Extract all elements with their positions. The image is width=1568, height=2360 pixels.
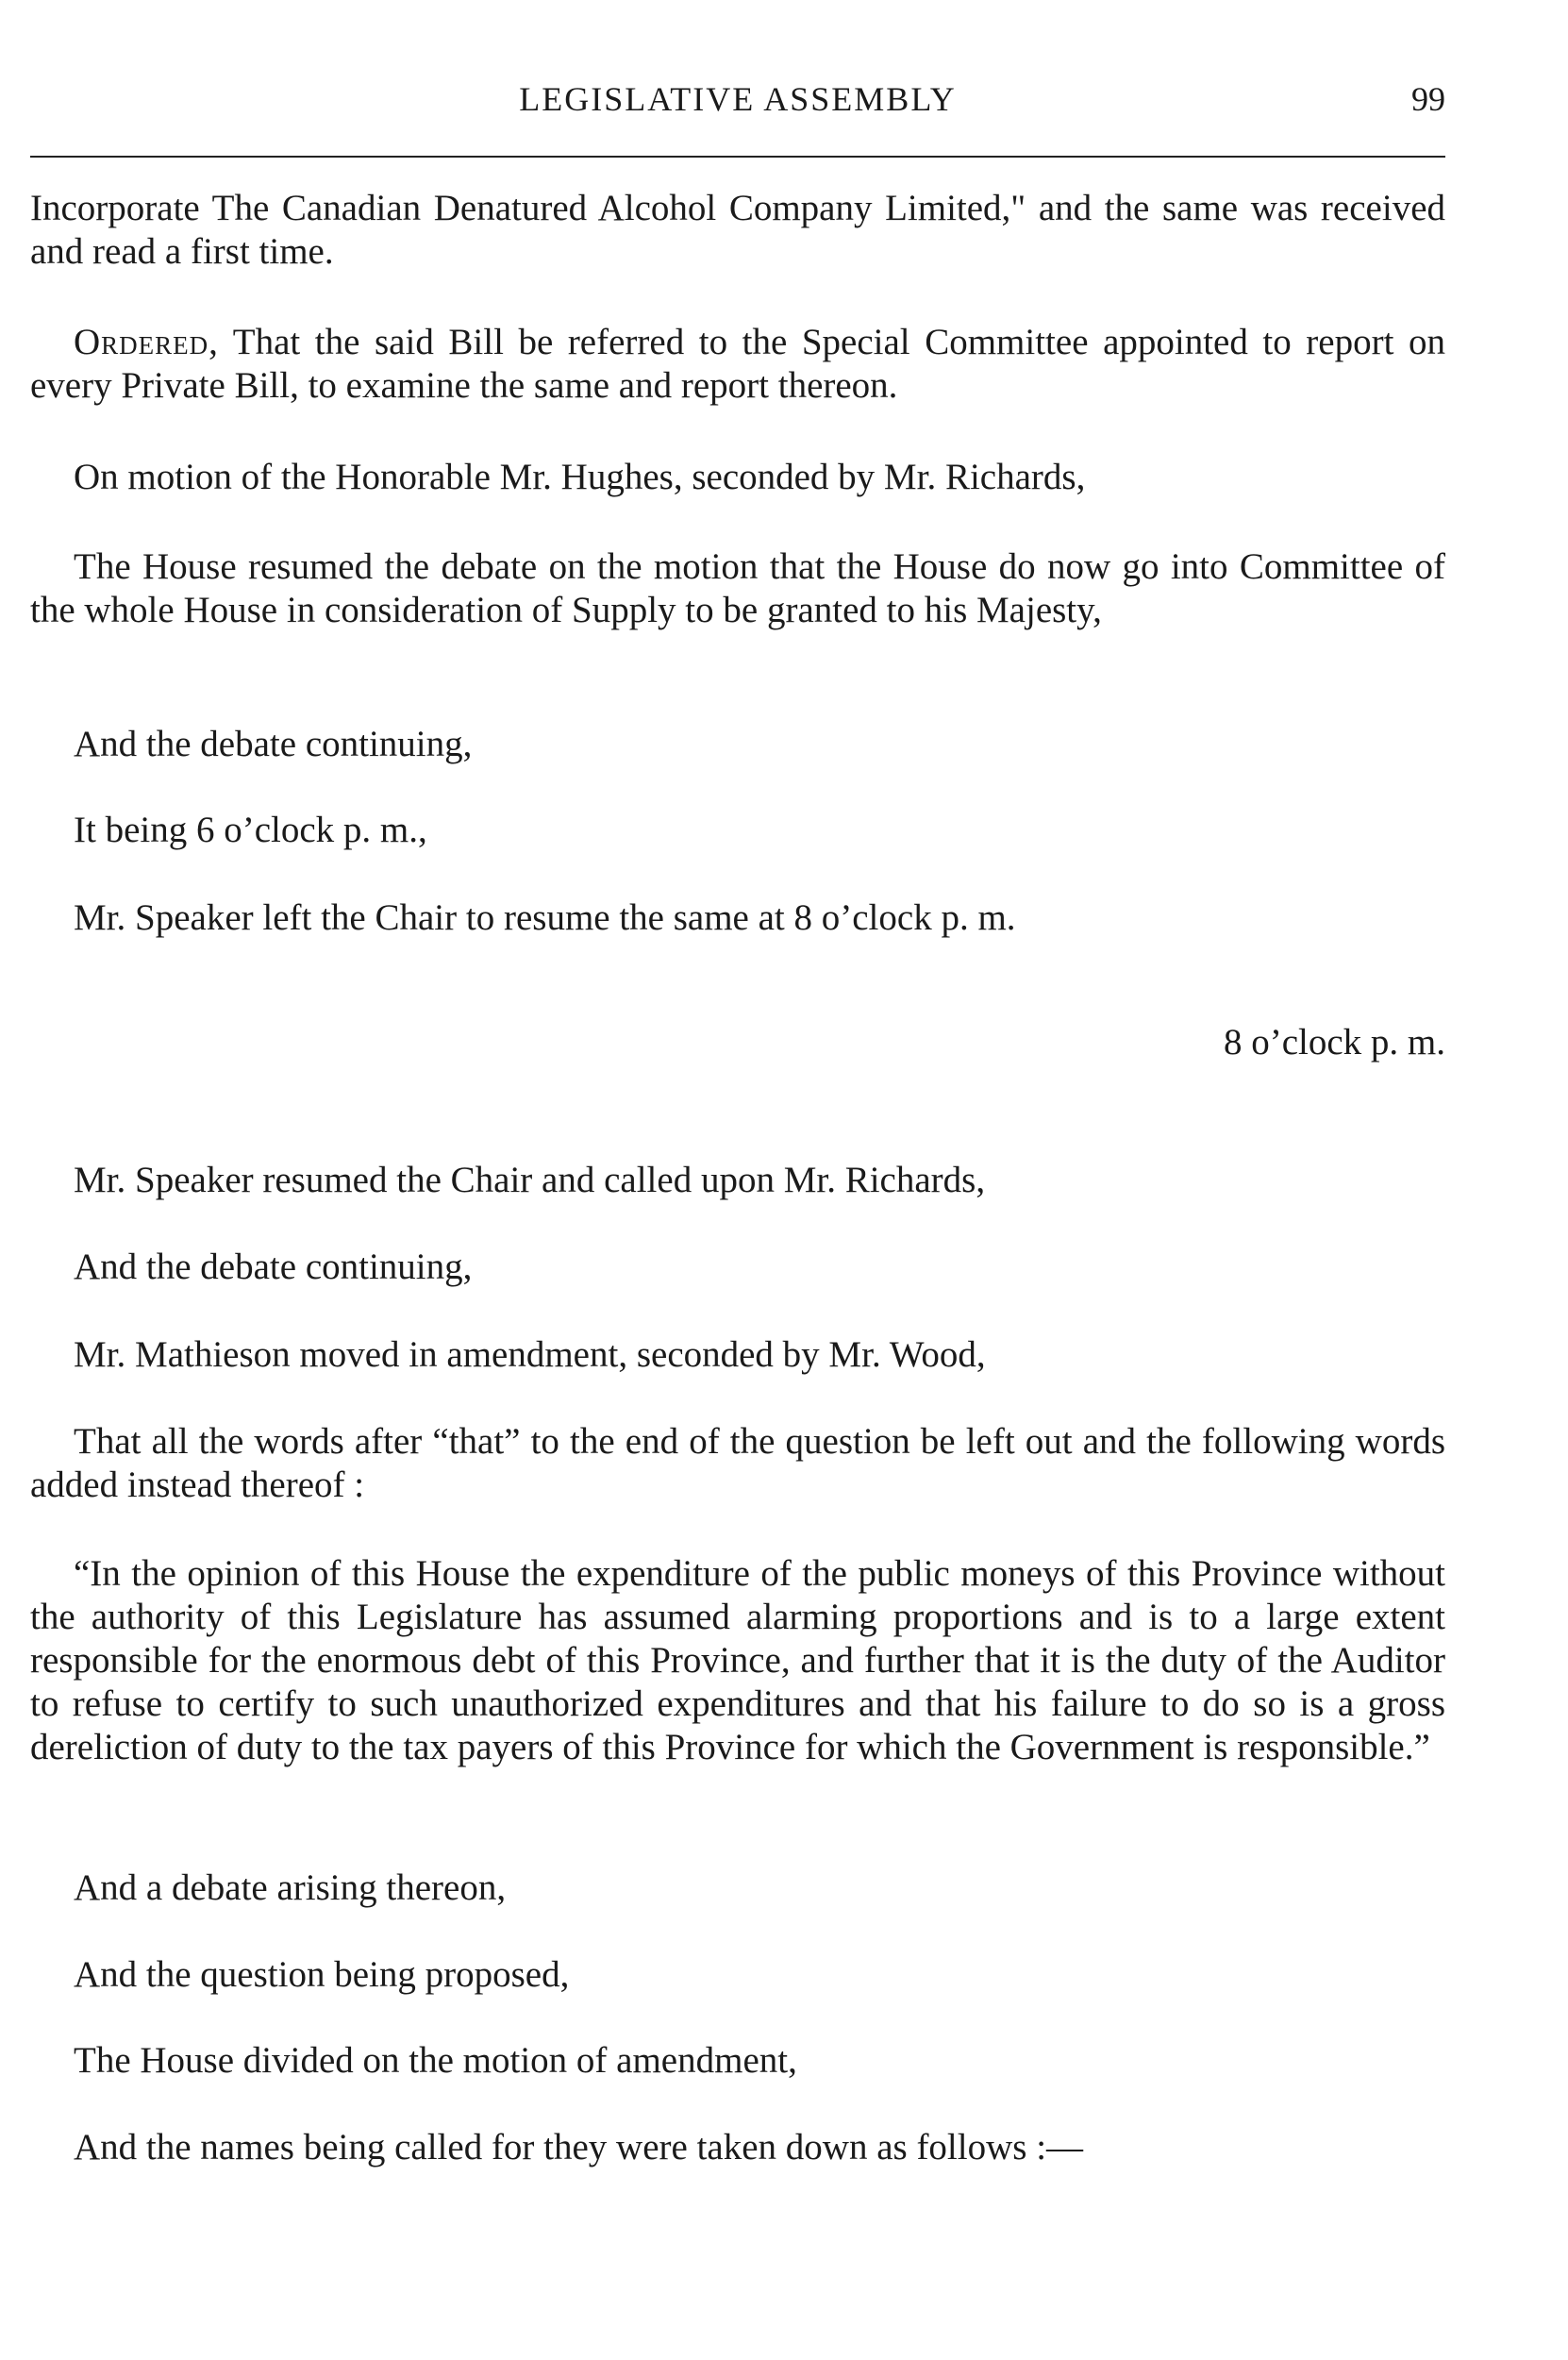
page-number: 99 xyxy=(1411,80,1445,118)
paragraph-house-resumed: The House resumed the debate on the motion that the House do now go into Committee of the whole House in consideration of Supply to be granted to his Majesty, xyxy=(30,546,1445,630)
paragraph-mathieson-amendment: Mr. Mathieson moved in amendment, seconded by Mr. Wood, xyxy=(74,1334,986,1375)
ordered-text: That the said Bill be referred to the Special Committee appointed to report on every Private Bill, to examine the same and report thereon. xyxy=(30,322,1445,406)
page-header xyxy=(30,79,1445,126)
paragraph-speaker-resumed: Mr. Speaker resumed the Chair and called upon Mr. Richards, xyxy=(74,1160,986,1200)
paragraph-words-left-out: That all the words after “that” to the end of the question be left out and the following words added instead thereof : xyxy=(30,1421,1445,1505)
paragraph-names-called: And the names being called for they were taken down as follows :— xyxy=(74,2127,1084,2168)
header-rule xyxy=(30,156,1445,158)
ordered-lead: Ordered, xyxy=(74,322,219,362)
paragraph-question-proposed: And the question being proposed, xyxy=(74,1954,570,1995)
paragraph-speaker-left: Mr. Speaker left the Chair to resume the same at 8 o’clock p. m. xyxy=(74,897,1016,938)
paragraph-debate-continuing-2: And the debate continuing, xyxy=(74,1247,473,1287)
document-page xyxy=(30,0,1445,2360)
paragraph-motion-hughes: On motion of the Honorable Mr. Hughes, seconded by Mr. Richards, xyxy=(74,457,1086,497)
paragraph-six-oclock: It being 6 o’clock p. m., xyxy=(74,810,427,850)
paragraph-ordered xyxy=(30,321,1445,408)
paragraph-debate-arising: And a debate arising thereon, xyxy=(74,1867,507,1908)
paragraph-debate-continuing-1: And the debate continuing, xyxy=(74,724,473,764)
paragraph-amendment-text: “In the opinion of this House the expenditure of the public moneys of this Province without the authority of this Legislature has assumed alarming proportions and is to a large extent responsible for the enormous debt of this Province, and further that it is the duty of the Auditor to refuse to certify to such unauthorized expenditures and that his failure to do so is a gross dereliction of duty to the tax payers of this Province for which the Government is responsible.” xyxy=(30,1553,1445,1767)
running-title: LEGISLATIVE ASSEMBLY xyxy=(519,80,957,118)
paragraph-house-divided: The House divided on the motion of amendment, xyxy=(74,2040,797,2081)
time-heading: 8 o’clock p. m. xyxy=(1223,1022,1445,1063)
paragraph-bill-title: Incorporate The Canadian Denatured Alcohol Company Limited," and the same was received and read a first time. xyxy=(30,188,1445,272)
